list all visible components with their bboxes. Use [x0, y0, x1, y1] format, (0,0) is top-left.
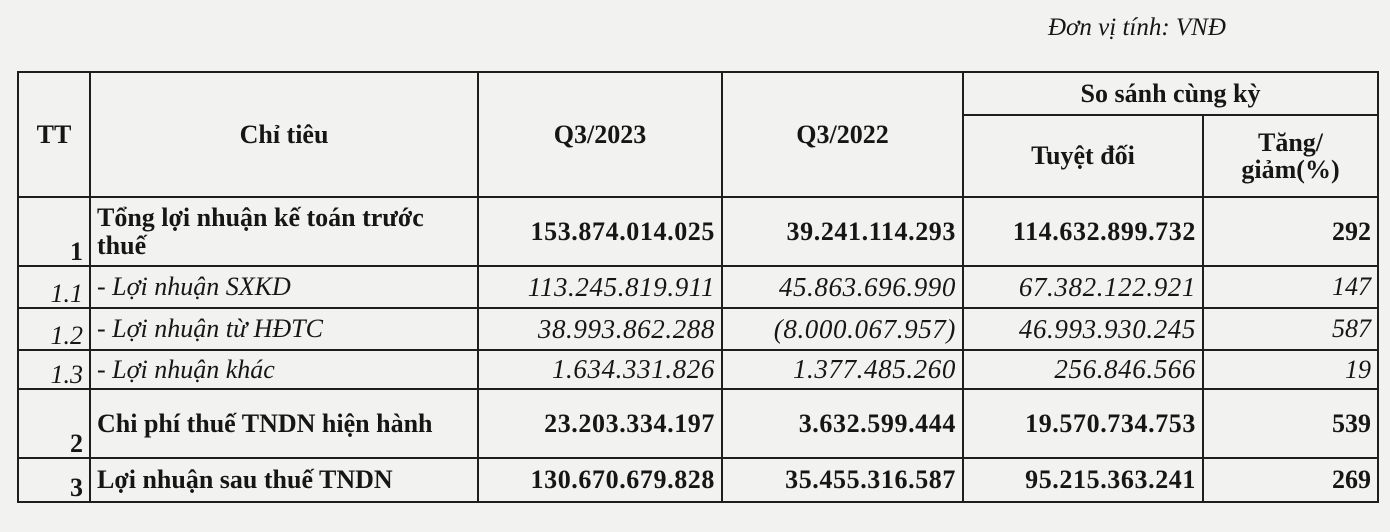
table-header-row [18, 72, 1378, 115]
row-q3-2023: 130.670.679.828 [478, 458, 722, 502]
header-change-pct: Tăng/ giảm(%) [1203, 115, 1378, 197]
row-absolute: 46.993.930.245 [963, 308, 1203, 350]
table-row [18, 389, 1378, 458]
row-q3-2022: 1.377.485.260 [722, 350, 963, 389]
header-q3-2022: Q3/2022 [722, 72, 963, 197]
row-q3-2023: 23.203.334.197 [478, 389, 722, 458]
row-q3-2023: 153.874.014.025 [478, 197, 722, 266]
row-tt: 1.1 [18, 266, 90, 308]
unit-label: Đơn vị tính: VNĐ [1048, 14, 1226, 41]
row-absolute: 95.215.363.241 [963, 458, 1203, 502]
table-row [18, 197, 1378, 266]
row-absolute: 67.382.122.921 [963, 266, 1203, 308]
row-q3-2023: 38.993.862.288 [478, 308, 722, 350]
row-indicator: - Lợi nhuận khác [90, 350, 478, 389]
row-indicator: - Lợi nhuận từ HĐTC [90, 308, 478, 350]
row-change-pct: 269 [1203, 458, 1378, 502]
row-indicator: - Lợi nhuận SXKD [90, 266, 478, 308]
row-absolute: 19.570.734.753 [963, 389, 1203, 458]
header-absolute: Tuyệt đối [963, 115, 1203, 197]
row-change-pct: 19 [1203, 350, 1378, 389]
row-q3-2022: 39.241.114.293 [722, 197, 963, 266]
row-q3-2022: 3.632.599.444 [722, 389, 963, 458]
row-tt: 1.3 [18, 350, 90, 389]
table-row [18, 350, 1378, 389]
row-change-pct: 539 [1203, 389, 1378, 458]
row-tt: 1.2 [18, 308, 90, 350]
row-indicator: Chi phí thuế TNDN hiện hành [90, 389, 478, 458]
header-indicator: Chỉ tiêu [90, 72, 478, 197]
row-tt: 3 [18, 458, 90, 502]
row-indicator: Tổng lợi nhuận kế toán trước thuế [90, 197, 478, 266]
header-comparison: So sánh cùng kỳ [963, 72, 1378, 115]
row-q3-2022: 45.863.696.990 [722, 266, 963, 308]
row-q3-2023: 113.245.819.911 [478, 266, 722, 308]
row-q3-2022: (8.000.067.957) [722, 308, 963, 350]
row-tt: 2 [18, 389, 90, 458]
table-row [18, 308, 1378, 350]
row-absolute: 114.632.899.732 [963, 197, 1203, 266]
header-q3-2023: Q3/2023 [478, 72, 722, 197]
row-tt: 1 [18, 197, 90, 266]
profit-comparison-table [17, 71, 1379, 503]
table-row [18, 458, 1378, 502]
row-q3-2022: 35.455.316.587 [722, 458, 963, 502]
row-indicator: Lợi nhuận sau thuế TNDN [90, 458, 478, 502]
row-change-pct: 587 [1203, 308, 1378, 350]
header-tt: TT [18, 72, 90, 197]
row-q3-2023: 1.634.331.826 [478, 350, 722, 389]
row-absolute: 256.846.566 [963, 350, 1203, 389]
row-change-pct: 147 [1203, 266, 1378, 308]
row-change-pct: 292 [1203, 197, 1378, 266]
table-row [18, 266, 1378, 308]
